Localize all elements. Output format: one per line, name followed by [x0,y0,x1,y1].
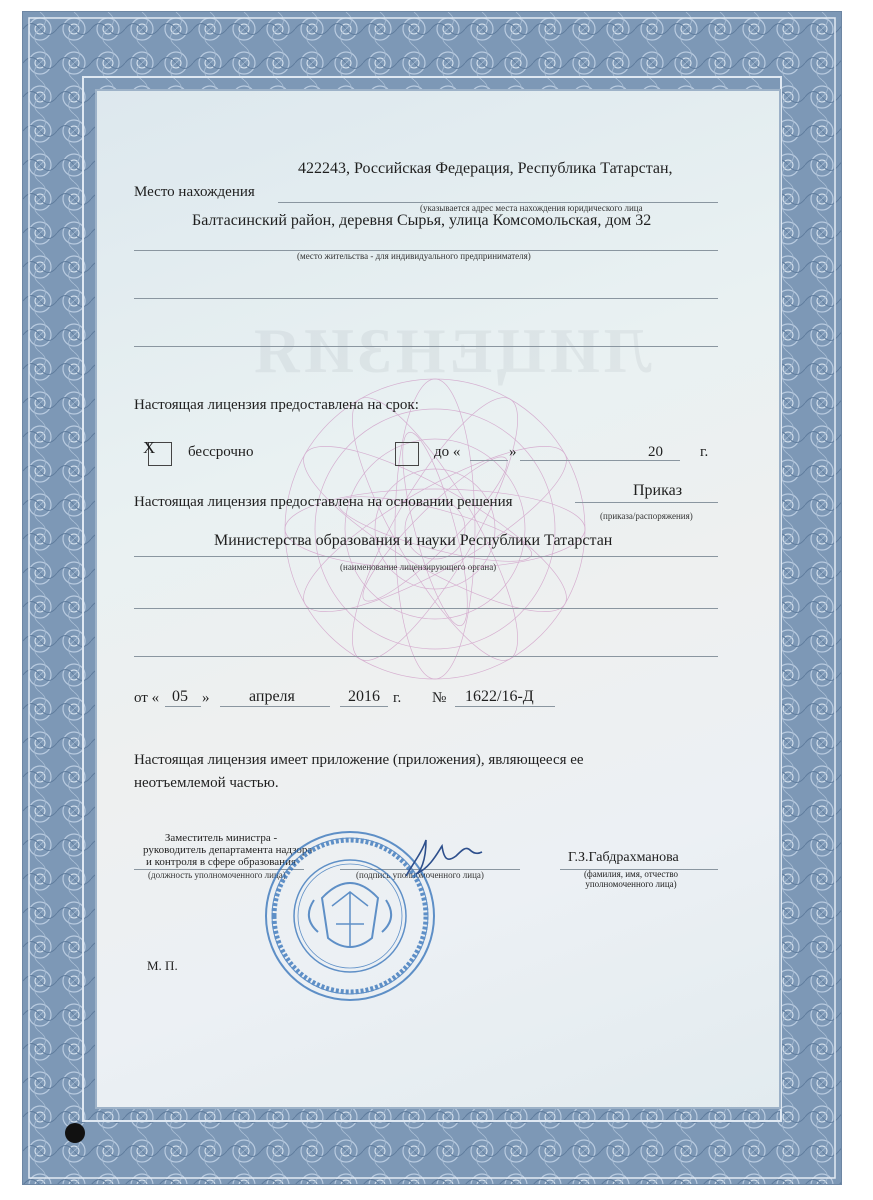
name-hint-line-2: уполномоченного лица) [585,879,677,889]
until-prefix: до « [434,444,461,460]
blank-line-1 [134,298,718,299]
watermark: ЛИЦЕНЗИЯ [250,315,652,386]
checkbox-mark: Х [143,438,156,457]
until-year-suffix: г. [700,444,709,460]
date-year: 2016 [348,688,380,705]
address-hint-1: (указывается адрес места нахождения юридического лица [420,203,643,213]
blank-line-4 [134,656,718,657]
authority-name: Министерства образования и науки Республики Татарстан [214,532,613,549]
date-day: 05 [172,688,188,705]
until-day-line [470,460,508,461]
blank-line-3 [134,608,718,609]
order-number-label: № [432,690,447,706]
signer-position-line-1: Заместитель министра - [164,832,278,844]
date-year-line [340,706,388,707]
until-checkbox[interactable] [395,442,419,466]
indefinite-label: бессрочно [188,444,254,460]
guilloche-rosette [270,369,600,689]
appendix-line-2: неотъемлемой частью. [134,775,279,791]
address-hint-2: (место жительства - для индивидуального предпринимателя) [297,251,531,261]
order-number-line [455,706,555,707]
until-close: » [509,444,517,460]
address-line-1: 422243, Российская Федерация, Республика Татарстан, [298,160,673,177]
address-line-2: Балтасинский район, деревня Сырья, улица Комсомольская, дом 32 [192,212,652,229]
authority-hint: (наименование лицензирующего органа) [340,562,497,572]
term-heading: Настоящая лицензия предоставлена на срок: [134,397,419,413]
date-day-line [165,706,201,707]
address-label: Место нахождения [134,184,255,200]
signer-position-line-3: и контроля в сфере образования [145,856,297,868]
appendix-line-1: Настоящая лицензия имеет приложение (приложения), являющееся ее [134,752,584,768]
signer-position-line-2: руководитель департамента надзора [143,844,313,856]
seal-label: М. П. [147,958,178,973]
blank-line-2 [134,346,718,347]
content-area [95,89,781,1109]
order-number: 1622/16-Д [465,688,534,705]
name-hint [572,869,690,889]
punch-hole [65,1123,85,1143]
signer-name: Г.З.Габдрахманова [568,850,679,865]
position-hint: (должность уполномоченного лица) [148,870,286,880]
authority-line [134,556,718,557]
date-year-suffix: г. [393,690,402,706]
basis-doc-hint: (приказа/распоряжения) [600,511,693,521]
basis-doc-line [575,502,718,503]
name-hint-line-1: (фамилия, имя, отчество [583,869,679,879]
date-month-line [220,706,330,707]
until-year-value: 20 [648,444,663,460]
handwritten-signature [404,832,484,882]
basis-doc-type: Приказ [633,482,683,499]
basis-heading: Настоящая лицензия предоставлена на основании решения [134,494,513,510]
date-day-close: » [202,690,210,706]
date-month: апреля [249,688,295,705]
date-prefix: от « [134,690,160,706]
signature-hint: (подпись уполномоченного лица) [356,870,484,880]
